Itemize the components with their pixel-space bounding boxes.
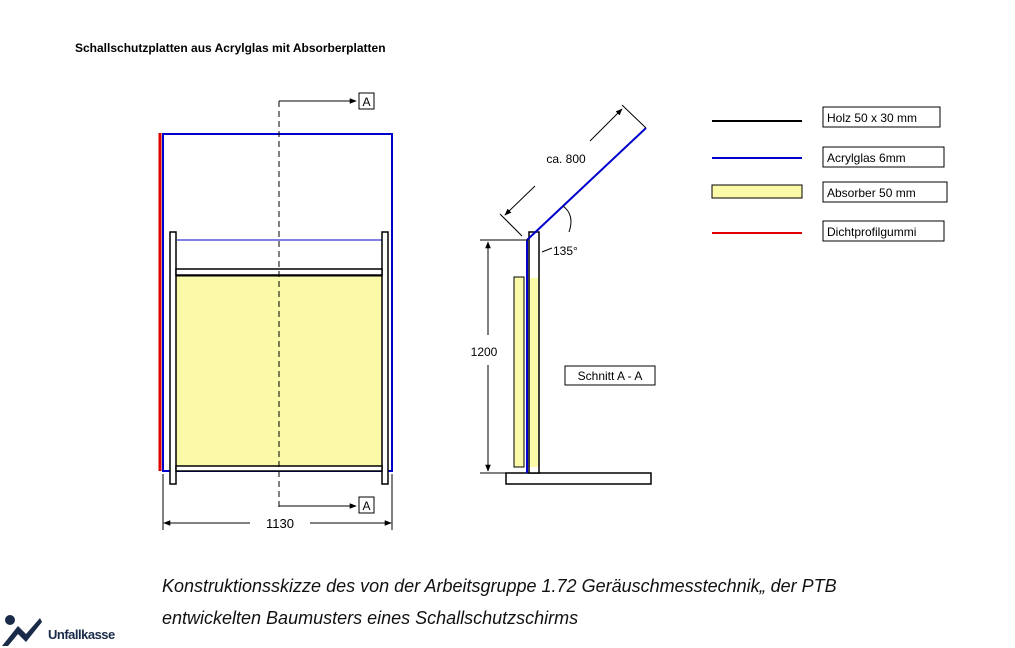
- angle-arc: [563, 206, 571, 232]
- length-ext-top: [622, 105, 646, 128]
- logo-text: Unfallkasse: [48, 627, 115, 642]
- length-dim-lower: [505, 186, 535, 215]
- caption-line-2: entwickelten Baumusters eines Schallschutzschirms: [162, 608, 579, 628]
- caption: [162, 570, 837, 634]
- side-view: [471, 105, 655, 484]
- legend-label-wood: Holz 50 x 30 mm: [827, 111, 918, 125]
- front-view: [160, 93, 392, 531]
- width-dimension-label: 1130: [266, 516, 294, 531]
- legend-label-acrylic: Acrylglas 6mm: [827, 151, 906, 165]
- length-ext-bottom: [500, 214, 522, 236]
- side-absorber-right: [530, 278, 538, 467]
- front-post-right: [382, 232, 388, 484]
- section-marker-bottom: A: [362, 499, 371, 513]
- legend: [712, 107, 947, 241]
- front-post-left: [170, 232, 176, 484]
- side-absorber: [514, 277, 524, 467]
- angle-label: 135°: [553, 244, 578, 258]
- height-dimension-label: 1200: [470, 345, 498, 359]
- caption-line-1: Konstruktionsskizze des von der Arbeitsgruppe 1.72 Geräuschmesstechnik„ der PTB: [162, 576, 837, 596]
- section-marker-top: A: [362, 95, 371, 109]
- side-base-plate: [506, 473, 651, 484]
- section-label: Schnitt A - A: [577, 369, 643, 383]
- diagram-title: Schallschutzplatten aus Acrylglas mit Absorberplatten: [75, 41, 386, 55]
- unfallkasse-logo-icon: [0, 612, 44, 648]
- legend-label-absorber: Absorber 50 mm: [827, 186, 916, 200]
- length-dim-upper: [590, 109, 622, 141]
- legend-swatch-absorber: [712, 185, 802, 198]
- legend-label-seal: Dichtprofilgummi: [827, 225, 917, 239]
- length-dimension-label: ca. 800: [546, 152, 586, 166]
- side-acrylic-slanted: [527, 128, 646, 240]
- angle-pointer: [542, 248, 552, 252]
